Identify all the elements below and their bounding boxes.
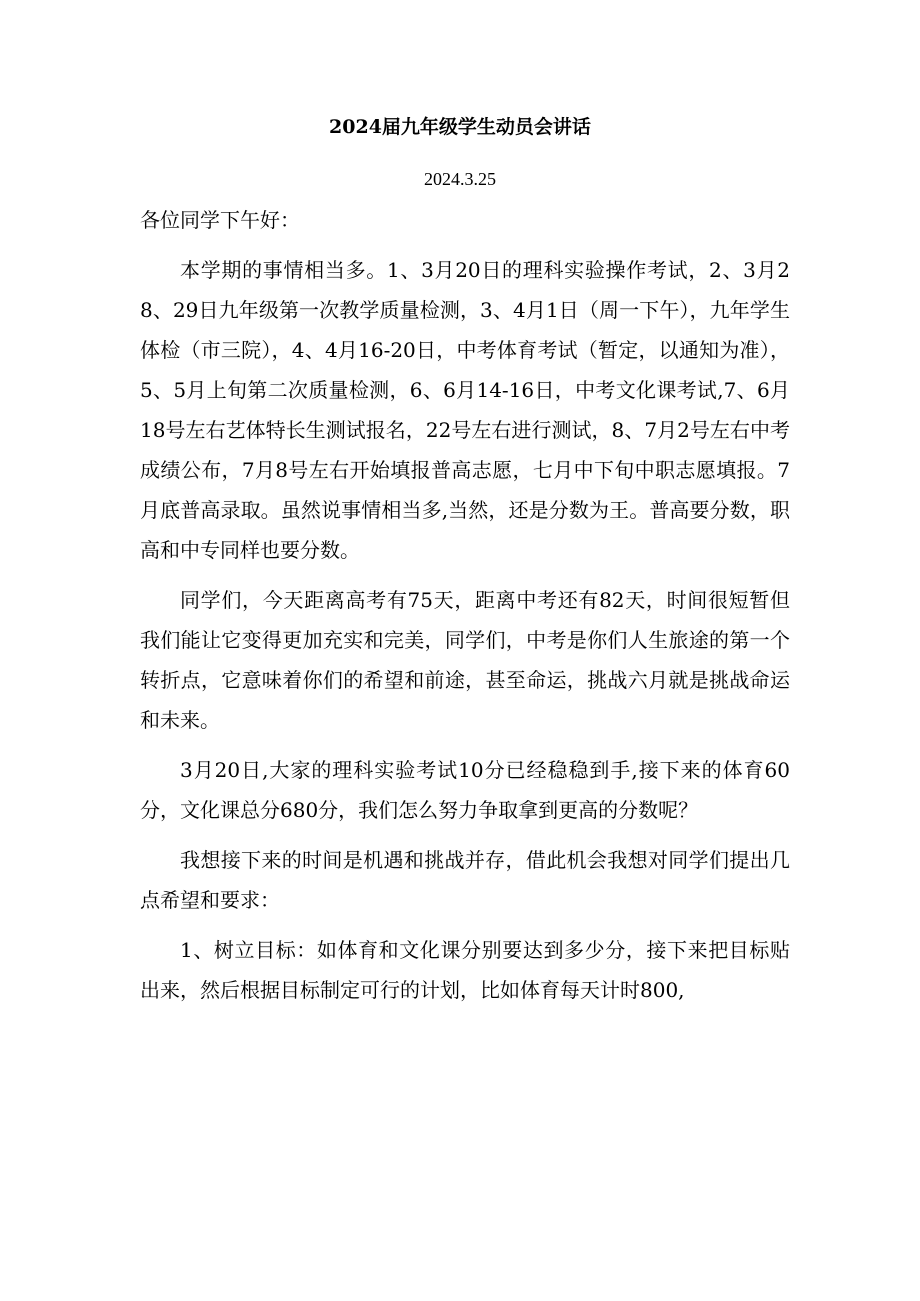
paragraph-goal-setting: 1、树立目标：如体育和文化课分别要达到多少分，接下来把目标贴出来，然后根据目标制定可行的计划，比如体育每天计时800, <box>140 938 790 1002</box>
document-body <box>140 200 790 1020</box>
document-title: 2024届九年级学生动员会讲话 <box>329 116 591 138</box>
paragraph-countdown: 同学们，今天距离高考有75天，距离中考还有82天，时间很短暂但我们能让它变得更加充实和完美，同学们，中考是你们人生旅途的第一个转折点，它意味着你们的希望和前途，甚至命运，挑战六月就是挑战命运和未来。 <box>140 588 790 732</box>
paragraph-expectations: 我想接下来的时间是机遇和挑战并存，借此机会我想对同学们提出几点希望和要求： <box>140 848 790 912</box>
greeting: 各位同学下午好： <box>140 208 300 232</box>
document-date: 2024.3.25 <box>424 169 496 189</box>
paragraph-schedule: 本学期的事情相当多。1、3月20日的理科实验操作考试，2、3月28、29日九年级第一次教学质量检测，3、4月1日（周一下午），九年学生体检（市三院），4、4月16-20日，中考体育考试（暂定，以通知为准），5、5月上旬第二次质量检测，6、6月14-16日，中考文化课考试,7、6月18号左右艺体特长生测试报名，22号左右进行测试，8、7月2号左右中考成绩公布，7月8号左右开始填报普高志愿，七月中下旬中职志愿填报。7月底普高录取。虽然说事情相当多,当然，还是分数为王。普高要分数，职高和中专同样也要分数。 <box>140 258 790 562</box>
paragraph-scores: 3月20日,大家的理科实验考试10分已经稳稳到手,接下来的体育60分，文化课总分680分，我们怎么努力争取拿到更高的分数呢？ <box>140 758 790 822</box>
